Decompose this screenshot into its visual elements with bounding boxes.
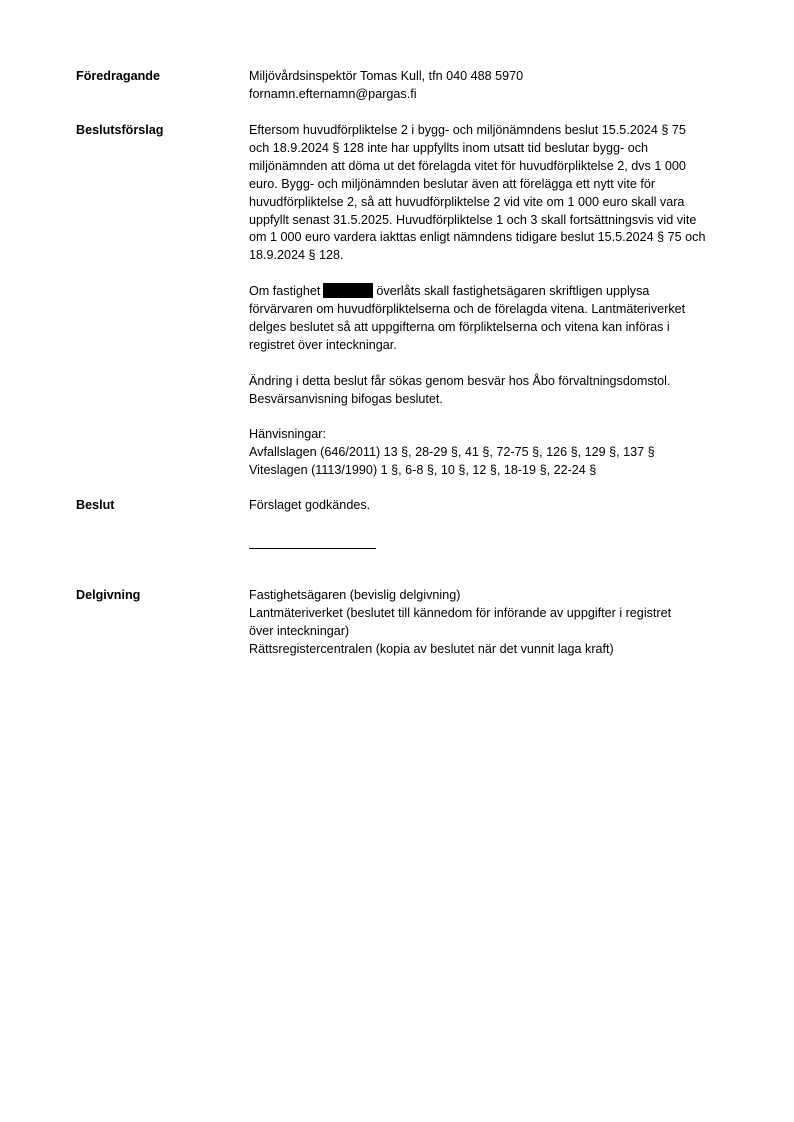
recipient-line: Lantmäteriverket (beslutet till kännedom för införande av uppgifter i registret bbox=[249, 605, 672, 620]
section-content-beslut bbox=[249, 497, 741, 515]
text-line: Besvärsanvisning bifogas beslutet. bbox=[249, 391, 443, 406]
presenter-email-line: fornamn.efternamn@pargas.fi bbox=[249, 86, 417, 101]
section-content-beslutsforslag bbox=[249, 122, 741, 480]
text-segment: överlåts skall fastighetsägaren skriftligen upplysa bbox=[376, 284, 650, 299]
section-label-delgivning: Delgivning bbox=[76, 588, 141, 602]
presenter-name-line: Miljövårdsinspektör Tomas Kull, tfn 040 488 5970 bbox=[249, 69, 524, 83]
text-segment: Om fastighet bbox=[249, 284, 321, 299]
redaction-block bbox=[323, 283, 373, 298]
proposal-paragraph-2 bbox=[249, 283, 741, 355]
signature-divider-wrap bbox=[249, 548, 376, 549]
references-paragraph bbox=[249, 426, 741, 480]
text-line: huvudförpliktelse 2, så att huvudförpliktelse 2 vid vite om 1 000 euro skall vara bbox=[249, 194, 685, 209]
text-line: Ändring i detta beslut får sökas genom besvär hos Åbo förvaltningsdomstol. bbox=[249, 373, 671, 388]
proposal-paragraph-1 bbox=[249, 122, 741, 265]
recipient-line: Rättsregistercentralen (kopia av beslutet när det vunnit laga kraft) bbox=[249, 641, 614, 656]
text-line: och 18.9.2024 § 128 inte har uppfyllts inom utsatt tid beslutar bygg- och bbox=[249, 140, 649, 155]
text-line: euro. Bygg- och miljönämnden beslutar även att förelägga ett nytt vite för bbox=[249, 176, 656, 191]
text-line: Eftersom huvudförpliktelse 2 i bygg- och miljönämndens beslut 15.5.2024 § 75 bbox=[249, 123, 686, 137]
text-line: 18.9.2024 § 128. bbox=[249, 248, 344, 263]
decision-text: Förslaget godkändes. bbox=[249, 498, 371, 512]
text-line: registret över inteckningar. bbox=[249, 337, 397, 352]
reference-line: Avfallslagen (646/2011) 13 §, 28-29 §, 41 §, 72-75 §, 126 §, 129 §, 137 § bbox=[249, 445, 655, 460]
section-label-foredragande: Föredragande bbox=[76, 69, 160, 83]
text-line-with-redaction bbox=[249, 283, 741, 301]
text-line: förvärvaren om huvudförpliktelserna och de förelagda vitena. Lantmäteriverket bbox=[249, 302, 686, 317]
text-line: uppfyllt senast 31.5.2025. Huvudförpliktelse 1 och 3 skall fortsättningsvis vid vite bbox=[249, 212, 697, 227]
recipient-line: över inteckningar) bbox=[249, 623, 350, 638]
divider-line bbox=[249, 548, 376, 549]
text-line: delges beslutet så att uppgifterna om förpliktelserna och vitena kan införas i bbox=[249, 319, 670, 334]
section-label-beslutsforslag: Beslutsförslag bbox=[76, 123, 164, 137]
recipient-line: Fastighetsägaren (bevislig delgivning) bbox=[249, 588, 461, 602]
section-label-beslut: Beslut bbox=[76, 498, 115, 512]
reference-line: Viteslagen (1113/1990) 1 §, 6-8 §, 10 §, 12 §, 18-19 §, 22-24 § bbox=[249, 463, 597, 478]
proposal-paragraph-3 bbox=[249, 373, 741, 409]
section-content-delgivning bbox=[249, 587, 741, 659]
text-line: om 1 000 euro vardera iakttas enligt nämndens tidigare beslut 15.5.2024 § 75 och bbox=[249, 230, 706, 245]
text-line: miljönämnden att döma ut det förelagda vitet för huvudförpliktelse 2, dvs 1 000 bbox=[249, 158, 686, 173]
references-heading: Hänvisningar: bbox=[249, 427, 327, 442]
section-content-foredragande bbox=[249, 68, 741, 104]
